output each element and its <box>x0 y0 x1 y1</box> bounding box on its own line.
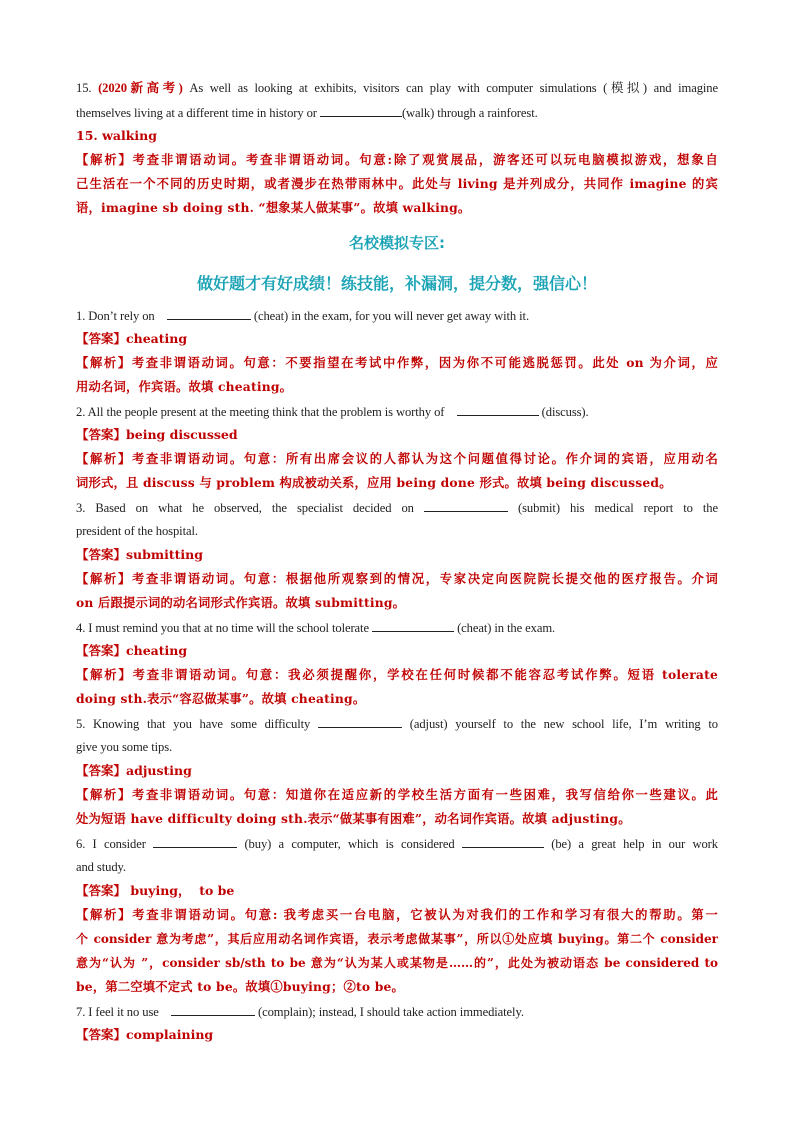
q6-text-c: (be) a great help in our work <box>551 837 718 851</box>
q15-text-2b: (walk) through a rainforest. <box>401 106 538 120</box>
q5-analysis-2: 处为短语 have difficulty doing sth.表示“做某事有困难”，动名词作宾语。故填 adjusting。 <box>76 811 631 826</box>
q15-analysis-2: 己生活在一个不同的历史时期，或者漫步在热带雨林中。此处与 living 是并列成分，共同作 imagine 的宾 <box>76 176 718 191</box>
q3-analysis-1: 【解析】考查非谓语动词。句意：根据他所观察到的情况，专家决定向医院院长提交他的医疗报告。介词 <box>76 571 718 586</box>
q15-answer: 15. walking <box>76 128 157 143</box>
q6-analysis-3: 意为“认为 ”，consider sb/sth to be 意为“认为某人或某物是……的”，此处为被动语态 be considered to <box>76 956 718 970</box>
q3-analysis-2: on 后跟提示词的动名词形式作宾语。故填 submitting。 <box>76 595 406 610</box>
section-title: 名校模拟专区: <box>349 234 445 252</box>
q7-answer: 【答案】complaining <box>76 1027 214 1042</box>
q4-analysis-2: doing sth.表示“容忍做某事”。故填 cheating。 <box>76 691 366 706</box>
q2-answer: 【答案】being discussed <box>76 427 238 442</box>
q3-text-b: (submit) his medical report to the <box>518 501 718 515</box>
answer-blank[interactable] <box>462 835 544 848</box>
answer-blank[interactable] <box>318 715 402 728</box>
q5-analysis-1: 【解析】考查非谓语动词。句意：知道你在适应新的学校生活方面有一些困难，我写信给你一些建议。此 <box>76 787 718 802</box>
q2-analysis-2: 词形式，且 discuss 与 problem 构成被动关系，应用 being done 形式。故填 being discussed。 <box>76 475 672 490</box>
q4-analysis-1: 【解析】考查非谓语动词。句意：我必须提醒你，学校在任何时候都不能容忍考试作弊。短语 tolerate <box>76 667 718 682</box>
q15-text-2a: themselves living at a different time in history or <box>76 106 317 120</box>
q5-text-b: (adjust) yourself to the new school life, I’m writing to <box>409 717 718 731</box>
q15-number: 15. <box>76 81 92 95</box>
q7-text-a: 7. I feel it no use <box>76 1005 159 1019</box>
answer-blank[interactable] <box>320 104 402 117</box>
q4-text-a: 4. I must remind you that at no time will the school tolerate <box>76 621 369 635</box>
q1-text-a: 1. Don’t rely on <box>76 309 155 323</box>
q1-answer: 【答案】cheating <box>76 331 188 346</box>
q1-analysis-1: 【解析】考查非谓语动词。句意：不要指望在考试中作弊，因为你不可能逃脱惩罚。此处 on 为介词，应 <box>76 355 718 370</box>
q2-analysis-1: 【解析】考查非谓语动词。句意：所有出席会议的人都认为这个问题值得讨论。作介词的宾语，应用动名 <box>76 451 718 466</box>
answer-blank[interactable] <box>424 499 508 512</box>
question-4 <box>76 619 718 636</box>
q15-source: (2020新高考) <box>98 81 183 95</box>
question-2 <box>76 403 718 420</box>
q4-answer: 【答案】cheating <box>76 643 188 658</box>
answer-blank[interactable] <box>153 835 237 848</box>
question-3 <box>76 499 718 516</box>
question-6-cont: and study. <box>76 860 126 874</box>
answer-blank[interactable] <box>457 403 539 416</box>
answer-blank[interactable] <box>167 307 251 320</box>
question-1 <box>76 307 718 324</box>
q1-analysis-2: 用动名词，作宾语。故填 cheating。 <box>76 379 293 394</box>
q6-answer: 【答案】 buying， to be <box>76 883 235 898</box>
question-7 <box>76 1003 718 1020</box>
section-slogan: 做好题才有好成绩！练技能，补漏洞，提分数，强信心！ <box>196 274 597 293</box>
q1-text-b: (cheat) in the exam, for you will never get away with it. <box>253 309 530 323</box>
q15-line-2 <box>76 104 718 121</box>
q2-text-a: 2. All the people present at the meeting think that the problem is worthy of <box>76 405 445 419</box>
question-5 <box>76 715 718 732</box>
question-6 <box>76 835 718 852</box>
q6-analysis-1: 【解析】考查非谓语动词。句意: 我考虑买一台电脑，它被认为对我们的工作和学习有很大的帮助。第一 <box>76 907 718 922</box>
question-3-cont: president of the hospital. <box>76 524 198 538</box>
q4-text-b: (cheat) in the exam. <box>457 621 556 635</box>
answer-blank[interactable] <box>372 619 454 632</box>
q7-text-b: (complain); instead, I should take action immediately. <box>258 1005 524 1019</box>
question-5-cont: give you some tips. <box>76 740 173 754</box>
q6-text-a: 6. I consider <box>76 837 146 851</box>
q15-analysis-3: 语，imagine sb doing sth. “想象某人做某事”。故填 walking。 <box>76 200 471 215</box>
q3-text-a: 3. Based on what he observed, the specialist decided on <box>76 501 414 515</box>
q6-analysis-4: be，第二空填不定式 to be。故填①buying；②to be。 <box>76 979 405 994</box>
q15-text-1: As well as looking at exhibits, visitors can play with computer simulations (模拟) and imagine <box>189 81 718 95</box>
q6-text-b: (buy) a computer, which is considered <box>244 837 455 851</box>
q15-analysis-1: 【解析】考查非谓语动词。考查非谓语动词。句意:除了观赏展品，游客还可以玩电脑模拟游戏，想象自 <box>76 152 718 167</box>
q5-answer: 【答案】adjusting <box>76 763 192 778</box>
q5-text-a: 5. Knowing that you have some difficulty <box>76 717 311 731</box>
q3-answer: 【答案】submitting <box>76 547 203 562</box>
q15-line-1 <box>76 80 718 96</box>
answer-blank[interactable] <box>171 1003 255 1016</box>
q6-analysis-2: 个 consider 意为考虑”，其后应用动名词作宾语，表示考虑做某事”，所以①处应填 buying。第二个 consider <box>76 932 718 946</box>
q2-text-b: (discuss). <box>541 405 589 419</box>
